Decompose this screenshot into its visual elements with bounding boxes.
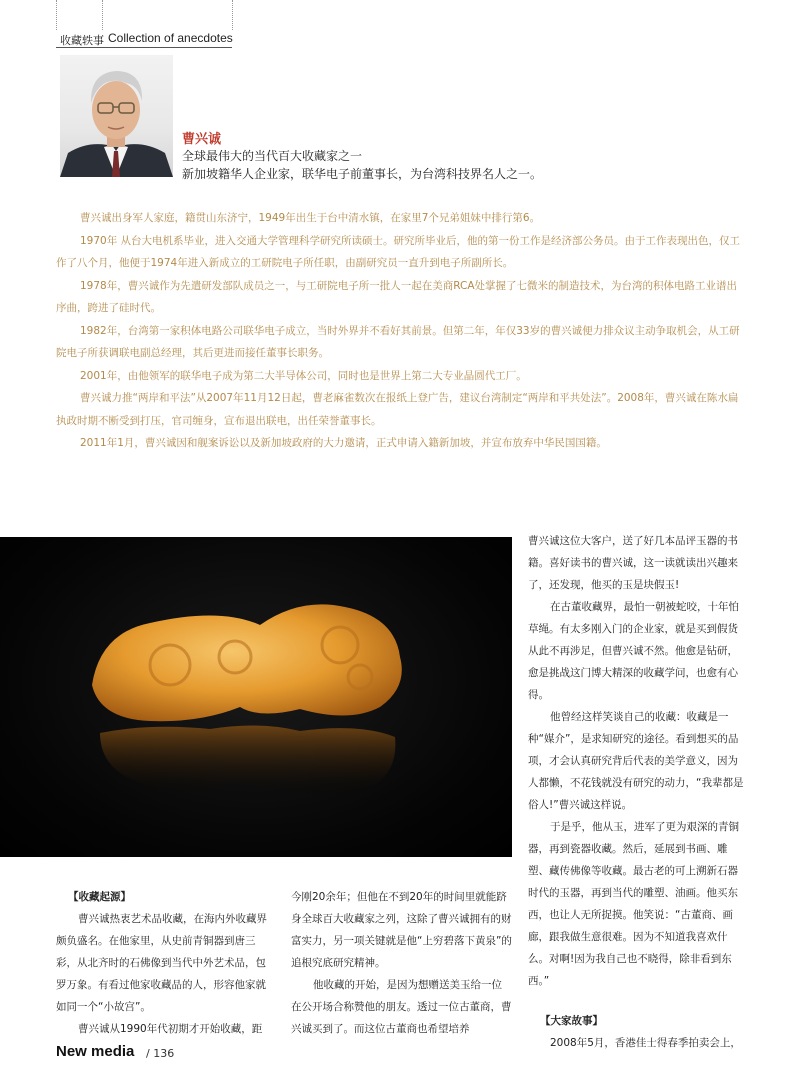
bio-paragraph: 曹兴诚力推“两岸和平法”从2007年11月12日起，曹老麻雀数次在报纸上登广告，建议台湾制定“两岸和平共处法”。2008年，曹兴诚在陈水扁执政时期不断受到打压，官司缠身，宣布退出联电，出任荣誉董事长。 xyxy=(56,392,739,427)
bio-paragraph: 2001年，由他领军的联华电子成为第二大半导体公司，同时也是世界上第二大专业晶圆代工厂。 xyxy=(80,369,527,382)
portrait-photo xyxy=(60,55,173,177)
bio-paragraph: 1970年 从台大电机系毕业，进入交通大学管理科学研究所读硕士。研究所毕业后，他的第一份工作是经济部公务员。由于工作表现出色，仅工作了八个月，他便于1974年进入新成立的工研院电子所任职，由副研究员一直升到电子所副所长。 xyxy=(56,234,741,269)
page-number: / 136 xyxy=(146,1047,175,1060)
bio-paragraph: 1978年，曹兴诚作为先遣研发部队成员之一，与工研院电子所一批人一起在美商RCA处掌握了七微米的制造技术，为台湾的积体电路工业谱出序曲，跨进了硅时代。 xyxy=(56,279,738,314)
person-description: 新加坡籍华人企业家，联华电子前董事长，为台湾科技界名人之一。 xyxy=(182,167,543,181)
article-paragraph: 他曾经这样笑谈自己的收藏：收藏是一种“媒介”，是求知研究的途径。看到想买的品项，才会认真研究背后代表的美学意义，因为人都懒，不花钱就没有研究的动力，“我辈都是俗人!”曹兴诚这样说。 xyxy=(528,711,744,811)
section-label-zh: 收藏轶事 xyxy=(60,34,104,47)
article-paragraph: 曹兴诚从1990年代初期才开始收藏，距 xyxy=(78,1023,263,1035)
article-paragraph: 曹兴诚热衷艺术品收藏，在海内外收藏界颇负盛名。在他家里，从史前青铜器到唐三彩，从北齐时的石佛像到当代中外艺术品，包罗万象。有看过他家收藏品的人，形容他家就如同一个“小故宫”。 xyxy=(56,913,267,1013)
jade-carving-photo xyxy=(0,537,512,857)
section-label-en: Collection of anecdotes xyxy=(108,31,233,45)
article-paragraph: 他收藏的开始，是因为想赠送美玉给一位在公开场合称赞他的朋友。透过一位古董商，曹兴诚买到了。而这位古董商也希望培养 xyxy=(291,979,512,1035)
bio-paragraph: 2011年1月，曹兴诚因和舰案诉讼以及新加坡政府的大力邀请，正式申请入籍新加坡，并宣布放弃中华民国国籍。 xyxy=(80,437,607,449)
person-title: 全球最伟大的当代百大收藏家之一 xyxy=(182,149,363,163)
article-paragraph: 曹兴诚这位大客户，送了好几本品评玉器的书籍。喜好读书的曹兴诚，这一读就读出兴趣来了，还发现，他买的玉是块假玉! xyxy=(528,535,738,591)
magazine-brand: New media xyxy=(56,1043,135,1060)
header-divider xyxy=(56,0,57,30)
header-divider xyxy=(102,0,103,30)
article-paragraph: 于是乎，他从玉，进军了更为艰深的青铜器，再到瓷器收藏。然后，延展到书画、雕塑、藏传佛像等收藏。最古老的可上溯新石器时代的玉器，再到当代的雕塑、油画。他买东西，也让人无所捉摸。他笑说：“古董商、画廊，跟我做生意很难。因为不知道我喜欢什么。对啊!因为我自己也不晓得，除非看到东西。” xyxy=(528,821,739,987)
section-heading: 【大家故事】 xyxy=(540,1015,603,1027)
bio-paragraph: 1982年，台湾第一家积体电路公司联华电子成立，当时外界并不看好其前景。但第二年，年仅33岁的曹兴诚便力排众议主动争取机会，从工研院电子所获调联电副总经理，其后更进而接任董事长职务。 xyxy=(56,324,740,359)
article-paragraph: 在古董收藏界，最怕一朝被蛇咬，十年怕草绳。有太多刚入门的企业家，就是买到假货从此不再涉足，但曹兴诚不然。他愈是钻研，愈是挑战这门博大精深的收藏学问，也愈有心得。 xyxy=(528,601,739,701)
article-paragraph: 2008年5月，香港佳士得春季拍卖会上， xyxy=(550,1037,741,1049)
article-column-2 xyxy=(291,886,512,1040)
biography-block xyxy=(56,207,746,455)
article-column-3 xyxy=(528,530,746,1054)
article-paragraph: 今刚20余年；但他在不到20年的时间里就能跻身全球百大收藏家之列，这除了曹兴诚拥有的财富实力，另一项关键就是他“上穷碧落下黄泉”的追根究底研究精神。 xyxy=(291,891,512,969)
person-name: 曹兴诚 xyxy=(182,132,222,147)
header-rule xyxy=(56,47,232,48)
bio-paragraph: 曹兴诚出身军人家庭，籍贯山东济宁，1949年出生于台中清水镇，在家里7个兄弟姐妹中排行第6。 xyxy=(80,212,541,224)
header-divider xyxy=(232,0,233,30)
article-column-1 xyxy=(56,886,274,1040)
section-heading: 【收藏起源】 xyxy=(68,891,131,903)
